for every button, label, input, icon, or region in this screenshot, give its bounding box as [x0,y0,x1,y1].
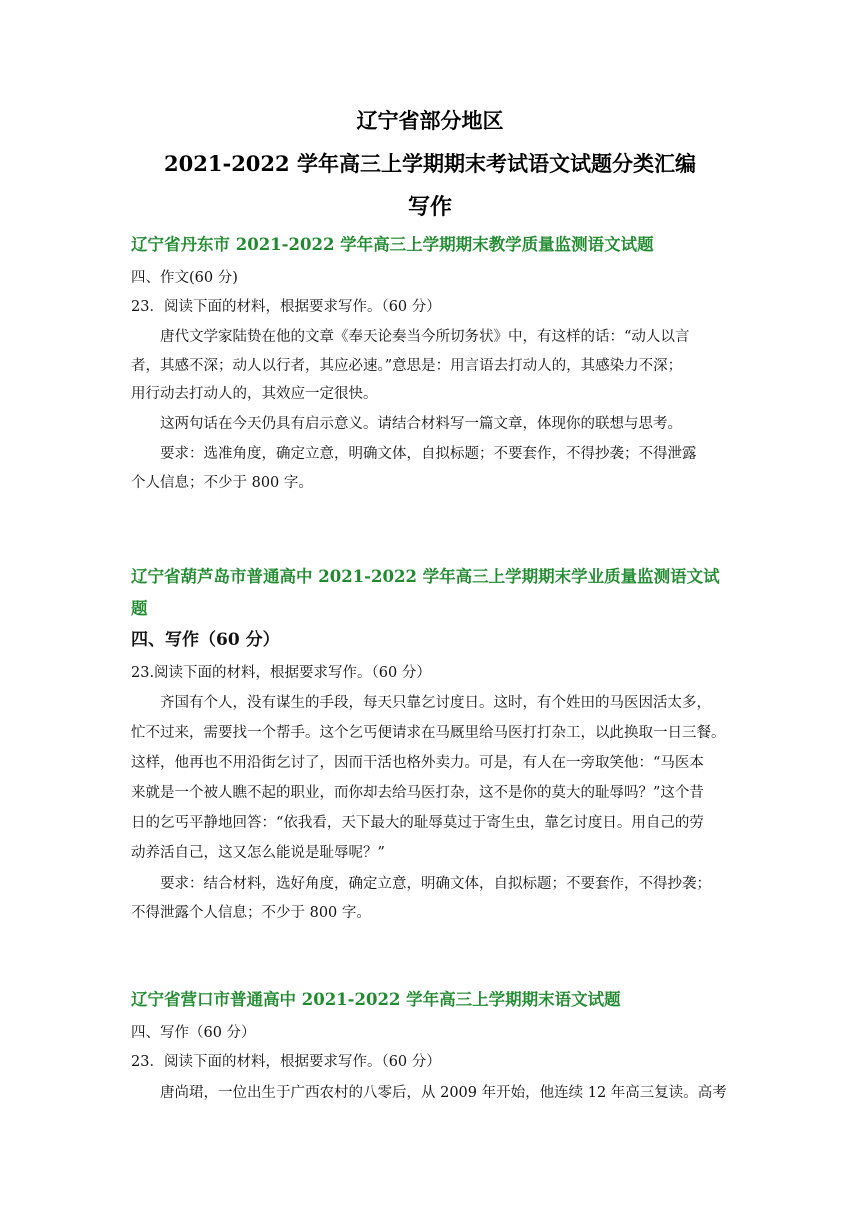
section-heading-huludao-cont: 题 [131,599,148,618]
body-line: 唐代文学家陆贽在他的文章《奉天论奏当今所切务状》中，有这样的话：“动人以言 [160,329,690,345]
part-label: 四、写作（60 分） [131,630,280,650]
question-prompt: 23．阅读下面的材料，根据要求写作。（60 分） [131,1054,441,1070]
body-line: 者，其感不深；动人以行者，其应必速。”意思是：用言语去打动人的，其感染力不深； [131,358,683,374]
requirements-line: 要求：结合材料，选好角度，确定立意，明确文体，自拟标题；不要套作，不得抄袭； [160,876,711,892]
doc-title-region: 辽宁省部分地区 [356,108,504,133]
body-line: 这两句话在今天仍具有启示意义。请结合材料写一篇文章，体现你的联想与思考。 [160,416,682,432]
body-line: 这样，他再也不用沿街乞讨了，因而干活也格外卖力。可是，有人在一旁取笑他：“马医本 [131,755,704,771]
body-line: 动养活自己，这又怎么能说是耻辱呢？” [131,845,385,861]
requirements-line: 不得泄露个人信息；不少于 800 字。 [131,905,371,921]
body-line: 齐国有个人，没有谋生的手段，每天只靠乞讨度日。这时，有个姓田的马医因活太多， [160,695,711,711]
body-line: 来就是一个被人瞧不起的职业，而你却去给马医打杂，这不是你的莫大的耻辱吗？”这个昔 [131,785,704,801]
part-label: 四、写作（60 分） [131,1025,256,1041]
requirements-line: 个人信息；不少于 800 字。 [131,475,313,491]
body-line: 日的乞丐平静地回答：“依我看，天下最大的耻辱莫过于寄生虫，靠乞讨度日。用自己的劳 [131,815,704,831]
section-heading-yingkou: 辽宁省营口市普通高中 2021-2022 学年高三上学期期末语文试题 [131,990,621,1009]
part-label: 四、作文(60 分) [131,270,238,286]
body-line: 唐尚珺，一位出生于广西农村的八零后，从 2009 年开始，他连续 12 年高三复读。高考 [160,1085,727,1101]
section-heading-dandong: 辽宁省丹东市 2021-2022 学年高三上学期期末教学质量监测语文试题 [131,235,654,254]
question-prompt: 23.阅读下面的材料，根据要求写作。（60 分） [131,665,431,681]
doc-title-genre: 写作 [407,194,452,220]
requirements-line: 要求：选准角度，确定立意，明确文体，自拟标题；不要套作，不得抄袭；不得泄露 [160,446,697,462]
doc-title-main: 2021-2022 学年高三上学期期末考试语文试题分类汇编 [164,151,696,176]
question-prompt: 23．阅读下面的材料，根据要求写作。（60 分） [131,299,441,315]
section-heading-huludao: 辽宁省葫芦岛市普通高中 2021-2022 学年高三上学期期末学业质量监测语文试 [131,567,720,586]
body-line: 忙不过来，需要找一个帮手。这个乞丐便请求在马厩里给马医打打杂工，以此换取一日三餐。 [131,725,726,741]
body-line: 用行动去打动人的，其效应一定很快。 [131,386,378,402]
